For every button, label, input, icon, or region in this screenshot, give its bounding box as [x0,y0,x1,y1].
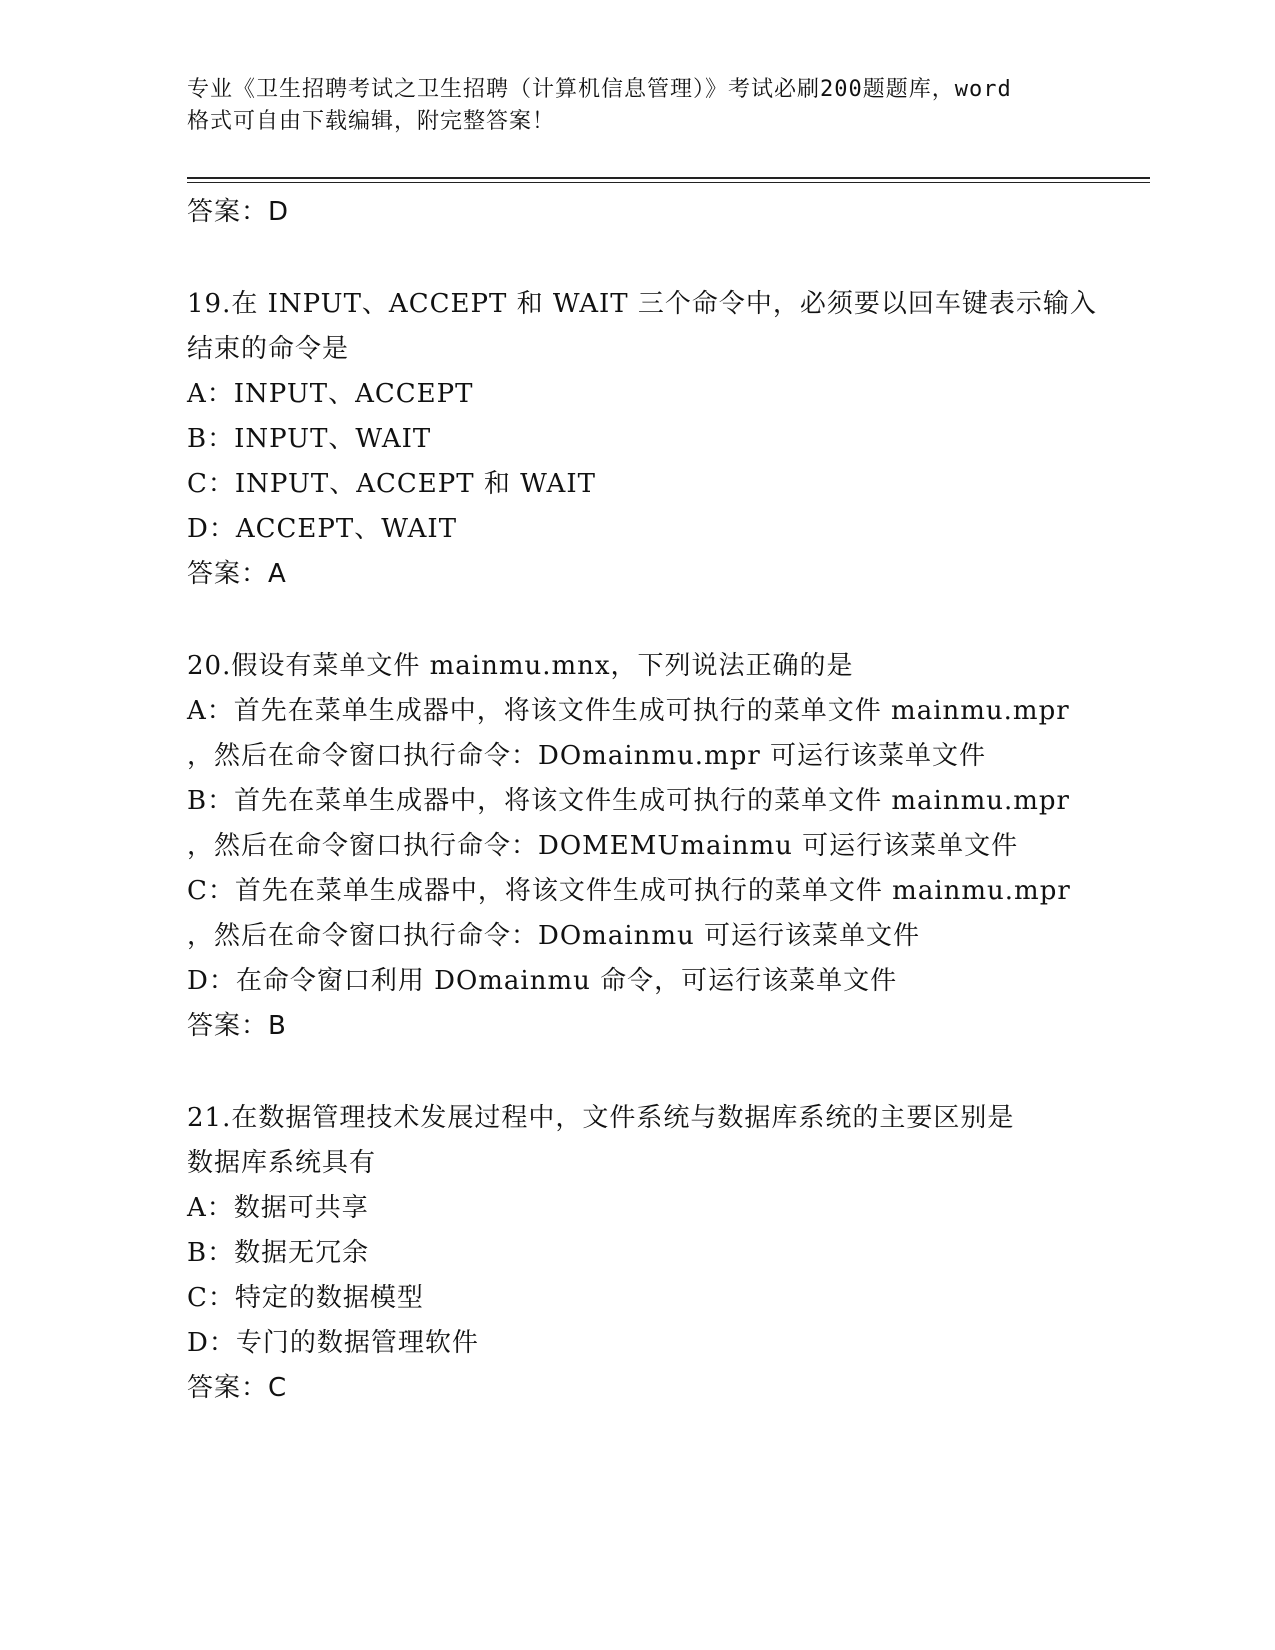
option-d: D：专门的数据管理软件 [187,1328,479,1358]
question-stem: 20.假设有菜单文件 mainmu.mnx，下列说法正确的是 [187,651,854,681]
option-a: A：首先在菜单生成器中，将该文件生成可执行的菜单文件 mainmu.mpr [187,696,1070,726]
question-19 [187,282,1117,597]
option-c: C：INPUT、ACCEPT 和 WAIT [187,469,596,499]
option-a-continued: ，然后在命令窗口执行命令：DOmainmu.mpr 可运行该菜单文件 [187,741,987,771]
option-d: D：ACCEPT、WAIT [187,514,458,544]
question-20 [187,644,1117,1049]
spacer [187,1049,1117,1096]
option-b: B：数据无冗余 [187,1238,370,1268]
header-divider [187,177,1150,179]
option-c: C：特定的数据模型 [187,1283,424,1313]
option-b: B：首先在菜单生成器中，将该文件生成可执行的菜单文件 mainmu.mpr [187,786,1070,816]
question-stem: 19.在 INPUT、ACCEPT 和 WAIT 三个命令中，必须要以回车键表示输入 [187,289,1097,319]
option-b: B：INPUT、WAIT [187,424,432,454]
header-line-1: 专业《卫生招聘考试之卫生招聘（计算机信息管理）》考试必刷200题题库，word [187,77,1012,102]
spacer [187,597,1117,644]
question-stem: 结束的命令是 [187,334,350,364]
option-a: A：数据可共享 [187,1193,369,1223]
option-c: C：首先在菜单生成器中，将该文件生成可执行的菜单文件 mainmu.mpr [187,876,1071,906]
option-d: D：在命令窗口利用 DOmainmu 命令，可运行该菜单文件 [187,966,898,996]
spacer [187,235,1117,282]
document-header [187,74,1087,138]
option-a: A：INPUT、ACCEPT [187,379,474,409]
question-stem: 21.在数据管理技术发展过程中，文件系统与数据库系统的主要区别是 [187,1103,1015,1133]
option-c-continued: ，然后在命令窗口执行命令：DOmainmu 可运行该菜单文件 [187,921,921,951]
header-line-2: 格式可自由下载编辑，附完整答案！ [187,109,556,134]
previous-answer: 答案：D [187,197,290,227]
answer: 答案：C [187,1373,288,1403]
document-body [187,190,1117,1411]
header-divider-thin [187,182,1150,183]
answer: 答案：A [187,559,287,589]
answer: 答案：B [187,1011,287,1041]
question-21 [187,1096,1117,1411]
question-stem: 数据库系统具有 [187,1148,377,1178]
option-b-continued: ，然后在命令窗口执行命令：DOMEMUmainmu 可运行该菜单文件 [187,831,1019,861]
